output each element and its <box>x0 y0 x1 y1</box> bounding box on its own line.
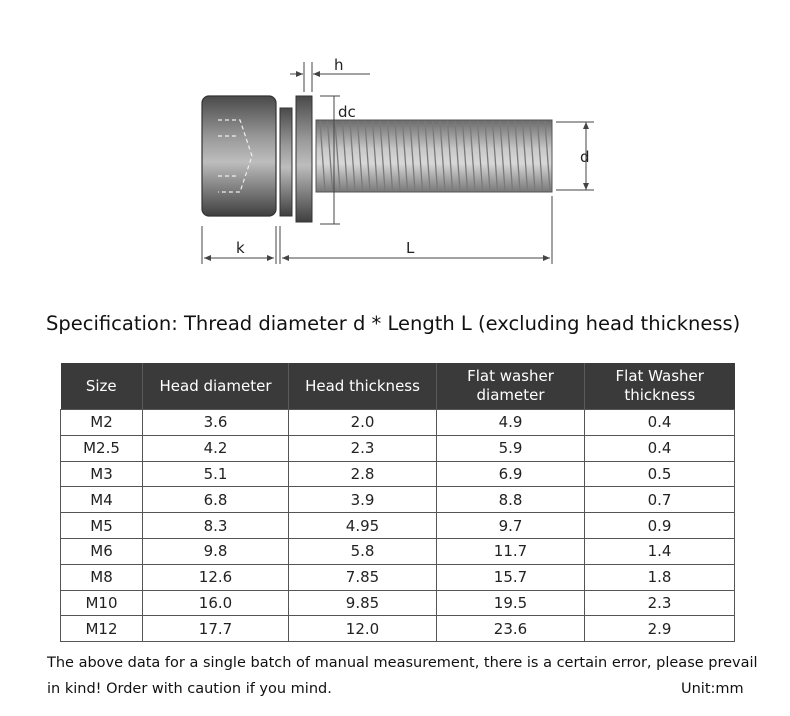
label-L: L <box>406 239 415 257</box>
column-header: Flat Washer thickness <box>585 363 735 410</box>
label-h: h <box>334 56 344 74</box>
flat-washer <box>296 96 312 222</box>
table-row <box>61 538 735 564</box>
disclaimer-line-2: in kind! Order with caution if you mind. <box>47 681 332 697</box>
table-row <box>61 513 735 539</box>
unit-label: Unit:mm <box>681 681 744 697</box>
spring-washer <box>280 108 292 216</box>
table-cell: M2.5 <box>61 435 143 461</box>
table-cell: 15.7 <box>437 564 585 590</box>
table-cell: 17.7 <box>143 616 289 642</box>
table-cell: 5.1 <box>143 461 289 487</box>
table-cell: 2.3 <box>289 435 437 461</box>
label-d: d <box>580 148 590 166</box>
table-cell: 16.0 <box>143 590 289 616</box>
table-cell: 1.8 <box>585 564 735 590</box>
specification-table <box>60 363 735 642</box>
table-cell: M10 <box>61 590 143 616</box>
table-cell: 4.2 <box>143 435 289 461</box>
table-row <box>61 461 735 487</box>
table-cell: 23.6 <box>437 616 585 642</box>
table-cell: 6.9 <box>437 461 585 487</box>
table-cell: 5.8 <box>289 538 437 564</box>
table-cell: 8.3 <box>143 513 289 539</box>
table-cell: 9.8 <box>143 538 289 564</box>
column-header: Size <box>61 363 143 410</box>
table-cell: 2.8 <box>289 461 437 487</box>
table-cell: 3.9 <box>289 487 437 513</box>
table-cell: 2.0 <box>289 410 437 436</box>
table-cell: M3 <box>61 461 143 487</box>
table-cell: 19.5 <box>437 590 585 616</box>
table-cell: 8.8 <box>437 487 585 513</box>
table-cell: 0.7 <box>585 487 735 513</box>
table-cell: 1.4 <box>585 538 735 564</box>
table-cell: M4 <box>61 487 143 513</box>
table-cell: 0.4 <box>585 410 735 436</box>
table-cell: 4.95 <box>289 513 437 539</box>
table-row <box>61 410 735 436</box>
table-cell: 3.6 <box>143 410 289 436</box>
label-dc: dc <box>338 103 356 121</box>
table-cell: 0.4 <box>585 435 735 461</box>
table-row <box>61 435 735 461</box>
table-cell: 2.9 <box>585 616 735 642</box>
table-cell: M6 <box>61 538 143 564</box>
column-header: Flat washer diameter <box>437 363 585 410</box>
table-header-row <box>61 363 735 410</box>
screw-shaft <box>316 120 552 192</box>
table-cell: M2 <box>61 410 143 436</box>
table-cell: 4.9 <box>437 410 585 436</box>
screw-head <box>202 96 276 216</box>
table-row <box>61 487 735 513</box>
table-cell: 12.0 <box>289 616 437 642</box>
table-cell: M8 <box>61 564 143 590</box>
table-cell: 9.7 <box>437 513 585 539</box>
table-cell: 0.9 <box>585 513 735 539</box>
table-cell: 7.85 <box>289 564 437 590</box>
table-cell: M12 <box>61 616 143 642</box>
table-cell: 11.7 <box>437 538 585 564</box>
column-header: Head diameter <box>143 363 289 410</box>
label-k: k <box>236 239 245 257</box>
table-cell: 9.85 <box>289 590 437 616</box>
table-cell: 5.9 <box>437 435 585 461</box>
table-cell: 0.5 <box>585 461 735 487</box>
column-header: Head thickness <box>289 363 437 410</box>
table-cell: 6.8 <box>143 487 289 513</box>
table-row <box>61 564 735 590</box>
table-cell: 12.6 <box>143 564 289 590</box>
specification-title: Specification: Thread diameter d * Length L (excluding head thickness) <box>46 312 741 335</box>
disclaimer-line-1: The above data for a single batch of manual measurement, there is a certain error, please prevail <box>47 655 758 671</box>
table-row <box>61 616 735 642</box>
screw-diagram <box>0 0 790 300</box>
table-cell: 2.3 <box>585 590 735 616</box>
table-cell: M5 <box>61 513 143 539</box>
table-row <box>61 590 735 616</box>
